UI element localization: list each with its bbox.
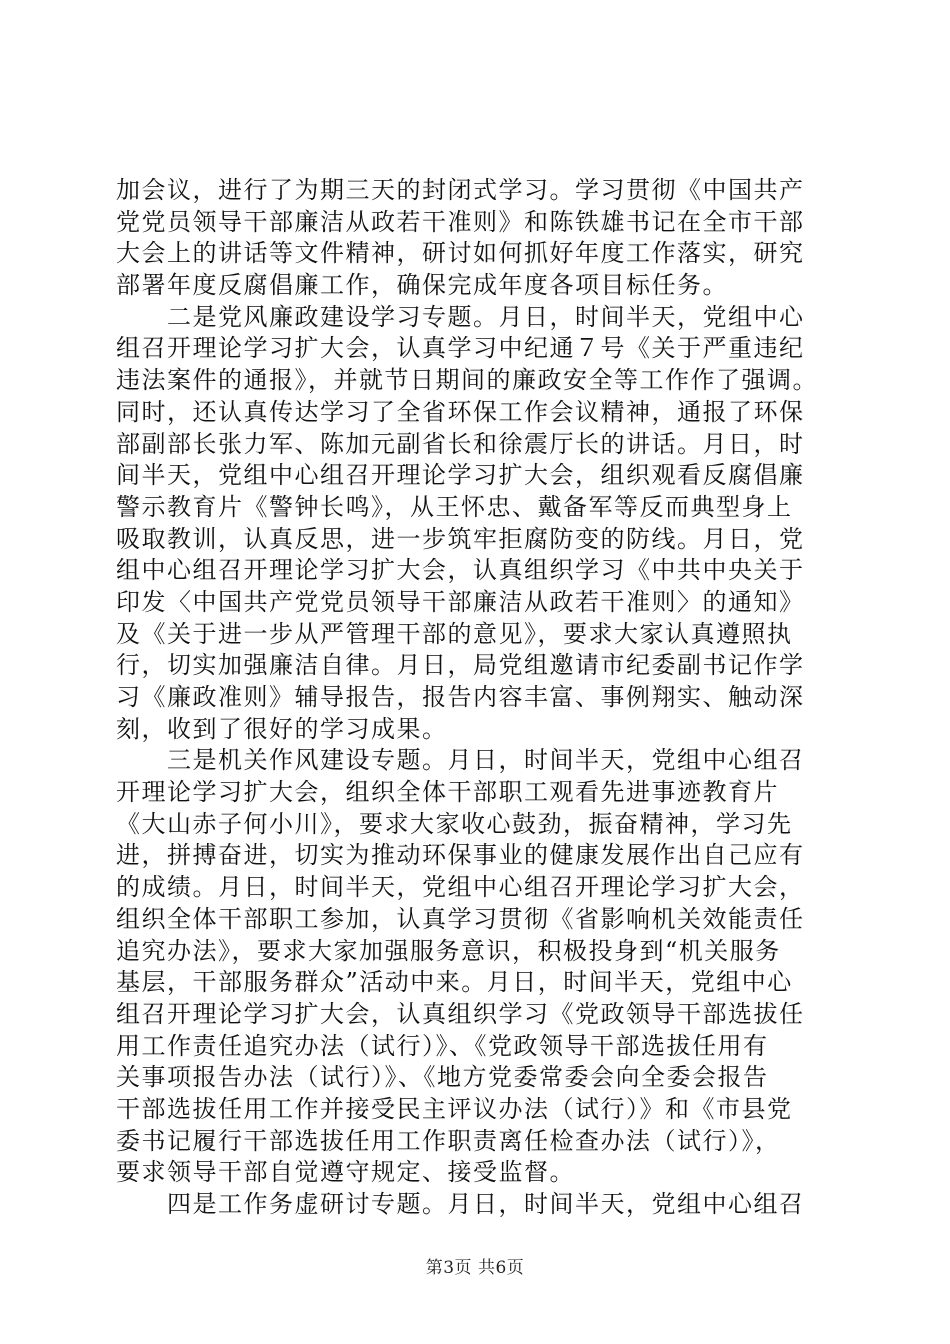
text-line: 《大山赤子何小川》，要求大家收心鼓劲，振奋精神，学习先	[116, 809, 793, 838]
text-line: 基层，干部服务群众”活动中来。月日，时间半天，党组中心	[116, 968, 793, 997]
text-line: 印发〈中国共产党党员领导干部廉洁从政若干准则〉的通知》	[116, 587, 805, 616]
text-line: 大会上的讲话等文件精神，研讨如何抓好年度工作落实，研究	[116, 239, 805, 268]
text-line: 及《关于进一步从严管理干部的意见》，要求大家认真遵照执	[116, 619, 793, 648]
paragraph-first-line: 四是工作务虚研讨专题。月日，时间半天，党组中心组召	[167, 1190, 805, 1218]
text-line: 组召开理论学习扩大会，认真组织学习《党政领导干部选拔任	[116, 999, 805, 1028]
text-line: 组织全体干部职工参加，认真学习贯彻《省影响机关效能责任	[116, 904, 805, 933]
paragraph-first-line: 三是机关作风建设专题。月日，时间半天，党组中心组召	[167, 746, 805, 775]
text-line: 加会议，进行了为期三天的封闭式学习。学习贯彻《中国共产	[116, 176, 805, 204]
text-line: 违法案件的通报》，并就节日期间的廉政安全等工作作了强调。	[116, 366, 818, 395]
text-line: 警示教育片《警钟长鸣》，从王怀忠、戴备军等反而典型身上	[116, 492, 793, 521]
text-line: 的成绩。月日，时间半天，党组中心组召开理论学习扩大会，	[116, 873, 805, 902]
text-line: 间半天，党组中心组召开理论学习扩大会，组织观看反腐倡廉	[116, 461, 805, 490]
text-line: 要求领导干部自觉遵守规定、接受监督。	[116, 1158, 575, 1187]
text-line: 同时，还认真传达学习了全省环保工作会议精神，通报了环保	[116, 397, 805, 426]
document-body	[116, 175, 856, 1221]
text-line: 吸取教训，认真反思，进一步筑牢拒腐防变的防线。月日，党	[116, 524, 805, 553]
text-line: 部副部长张力军、陈加元副省长和徐震厅长的讲话。月日，时	[116, 429, 805, 458]
paragraph-first-line: 二是党风廉政建设学习专题。月日，时间半天，党组中心	[167, 302, 805, 331]
text-line: 刻，收到了很好的学习成果。	[116, 714, 448, 743]
page-footer: 第3页 共6页	[425, 1258, 525, 1278]
text-line: 部署年度反腐倡廉工作，确保完成年度各项目标任务。	[116, 271, 728, 300]
text-line: 行，切实加强廉洁自律。月日，局党组邀请市纪委副书记作学	[116, 651, 805, 680]
text-line: 关事项报告办法（试行）》、《地方党委常委会向全委会报告	[116, 1063, 769, 1092]
text-line: 习《廉政准则》辅导报告，报告内容丰富、事例翔实、触动深	[116, 683, 805, 711]
text-line: 用工作责任追究办法（试行）》、《党政领导干部选拔任用有	[116, 1031, 769, 1060]
text-line: 进，拼搏奋进，切实为推动环保事业的健康发展作出自己应有	[116, 841, 805, 870]
text-line: 追究办法》，要求大家加强服务意识，积极投身到“机关服务	[116, 936, 781, 965]
text-line: 组中心组召开理论学习扩大会，认真组织学习《中共中央关于	[116, 556, 805, 585]
text-line: 党党员领导干部廉洁从政若干准则》和陈铁雄书记在全市干部	[116, 207, 805, 236]
text-line: 干部选拔任用工作并接受民主评议办法（试行）》和《市县党	[116, 1094, 793, 1123]
text-line: 组召开理论学习扩大会，认真学习中纪通７号《关于严重违纪	[116, 334, 805, 363]
text-line: 委书记履行干部选拔任用工作职责离任检查办法（试行）》，	[116, 1126, 781, 1155]
text-line: 开理论学习扩大会，组织全体干部职工观看先进事迹教育片	[116, 778, 779, 807]
